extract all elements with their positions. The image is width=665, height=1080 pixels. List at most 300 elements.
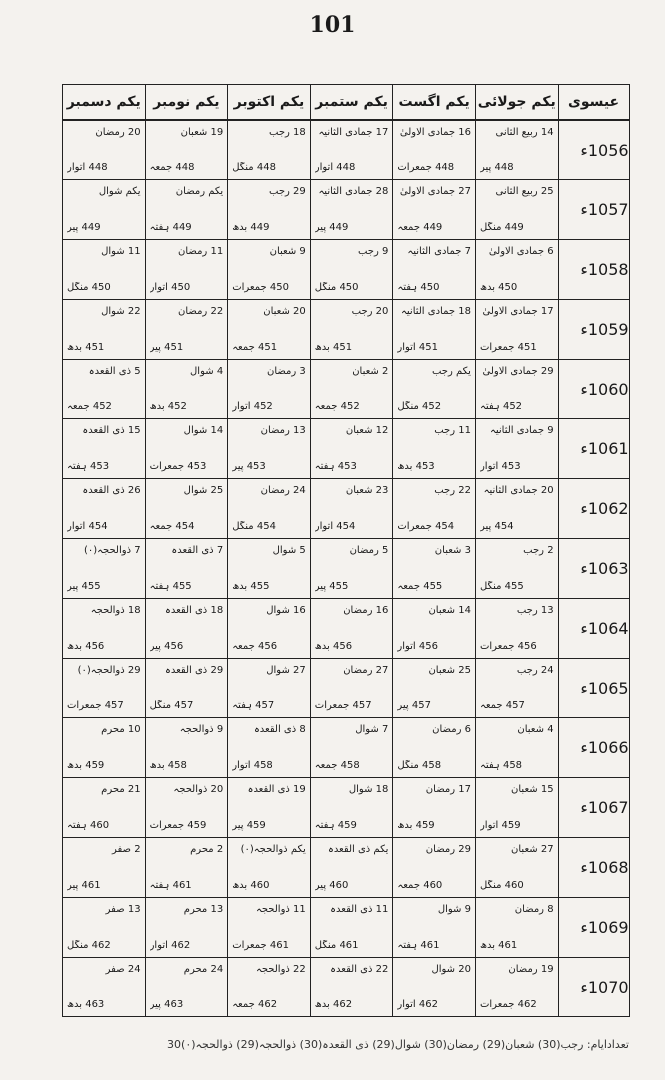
date-cell	[63, 299, 146, 359]
table-row	[63, 120, 630, 180]
hijri-date: یکم رمضان	[175, 186, 224, 198]
hijri-date: 27 رمضان	[343, 664, 389, 676]
date-cell	[228, 718, 311, 778]
hijri-date: 26 ذی القعدہ	[82, 485, 141, 497]
date-cell	[228, 838, 311, 898]
hijri-date: 11 شوال	[101, 246, 141, 258]
date-cell	[475, 299, 558, 359]
date-cell	[63, 658, 146, 718]
hijri-date: 22 شوال	[101, 305, 141, 317]
year-cell: 1058ء	[558, 240, 629, 300]
year-cell: 1064ء	[558, 598, 629, 658]
hijri-year-weekday: 451 پیر	[149, 341, 184, 353]
date-cell	[228, 180, 311, 240]
hijri-date: 3 شعبان	[434, 545, 471, 557]
hijri-date: 11 رجب	[434, 425, 471, 437]
year-cell: 1062ء	[558, 479, 629, 539]
date-cell	[145, 658, 228, 718]
hijri-year-weekday: 461 پیر	[67, 879, 101, 891]
header-row	[63, 85, 630, 121]
hijri-date: 17 جمادی الاولیٰ	[482, 305, 554, 317]
hijri-year-weekday: 448 اتوار	[67, 162, 108, 174]
hijri-year-weekday: 463 پیر	[149, 999, 184, 1011]
table-row	[63, 957, 630, 1017]
hijri-year-weekday: 448 جمعہ	[149, 162, 195, 174]
hijri-year-weekday: 460 بدھ	[232, 879, 270, 891]
hijri-year-weekday: 459 ہفتہ	[314, 820, 357, 832]
hijri-year-weekday: 450 بدھ	[479, 281, 518, 293]
hijri-date: 14 شعبان	[428, 604, 471, 616]
date-cell	[310, 897, 393, 957]
hijri-year-weekday: 458 منگل	[397, 760, 442, 772]
hijri-year-weekday: 452 جمعہ	[67, 401, 112, 413]
date-cell	[228, 598, 311, 658]
hijri-year-weekday: 453 ہفتہ	[314, 461, 357, 473]
table-row	[63, 180, 630, 240]
year-cell: 1066ء	[558, 718, 629, 778]
date-cell	[63, 838, 146, 898]
hijri-year-weekday: 454 اتوار	[314, 521, 356, 533]
hijri-date: 25 شوال	[183, 485, 224, 497]
hijri-date: 7 شوال	[355, 724, 389, 736]
hijri-date: 29 ذوالحجہ(٠)	[77, 664, 141, 676]
year-cell: 1063ء	[558, 539, 629, 599]
hijri-date: 27 جمادی الاولیٰ	[399, 186, 471, 198]
hijri-year-weekday: 452 اتوار	[232, 401, 273, 413]
hijri-date: 5 شوال	[272, 545, 306, 557]
hijri-year-weekday: 450 ہفتہ	[397, 281, 440, 293]
date-cell	[475, 718, 558, 778]
hijri-year-weekday: 453 اتوار	[479, 461, 521, 473]
hijri-date: 11 ذی القعدہ	[330, 903, 389, 915]
hijri-date: 4 شعبان	[517, 724, 554, 736]
hijri-date: 24 رمضان	[260, 485, 306, 497]
date-cell	[228, 419, 311, 479]
date-cell	[393, 957, 476, 1017]
date-cell	[63, 718, 146, 778]
date-cell	[393, 299, 476, 359]
hijri-date: 17 جمادی الثانیہ	[318, 127, 389, 138]
hijri-year-weekday: 462 جمعہ	[232, 999, 278, 1011]
hijri-year-weekday: 461 جمعرات	[232, 939, 289, 951]
hijri-date: 20 شوال	[431, 963, 471, 975]
hijri-year-weekday: 452 منگل	[397, 401, 442, 413]
hijri-year-weekday: 455 منگل	[479, 580, 524, 592]
date-cell	[475, 419, 558, 479]
hijri-year-weekday: 455 ہفتہ	[149, 580, 192, 592]
date-cell	[393, 120, 476, 180]
hijri-year-weekday: 451 اتوار	[397, 341, 438, 353]
date-cell	[63, 359, 146, 419]
hijri-date: 18 ذوالحجہ	[90, 604, 141, 616]
date-cell	[63, 957, 146, 1017]
hijri-date: یکم ذوالحجہ(٠)	[240, 844, 306, 856]
hijri-date: 13 محرم	[183, 903, 224, 915]
hijri-year-weekday: 452 بدھ	[149, 401, 187, 413]
table-row	[63, 479, 630, 539]
header-december: یکم دسمبر	[63, 85, 146, 121]
date-cell	[63, 180, 146, 240]
date-cell	[310, 299, 393, 359]
hijri-year-weekday: 462 اتوار	[397, 999, 438, 1011]
hijri-year-weekday: 457 جمعرات	[314, 700, 372, 712]
hijri-date: 19 ذی القعدہ	[247, 784, 306, 796]
date-cell	[475, 957, 558, 1017]
table-row	[63, 778, 630, 838]
date-cell	[228, 359, 311, 419]
hijri-date: 6 جمادی الاولیٰ	[488, 246, 554, 258]
hijri-year-weekday: 458 ہفتہ	[479, 760, 523, 772]
hijri-year-weekday: 457 پیر	[397, 700, 431, 712]
date-cell	[310, 419, 393, 479]
date-cell	[393, 838, 476, 898]
year-cell: 1069ء	[558, 897, 629, 957]
hijri-year-weekday: 450 اتوار	[149, 281, 191, 293]
date-cell	[393, 539, 476, 599]
hijri-date: 11 رمضان	[178, 246, 224, 258]
hijri-date: 29 رجب	[269, 186, 306, 198]
hijri-year-weekday: 452 ہفتہ	[479, 401, 523, 413]
hijri-year-weekday: 449 ہفتہ	[149, 222, 192, 234]
hijri-date: 11 ذوالحجہ	[255, 903, 306, 915]
date-cell	[145, 359, 228, 419]
hijri-year-weekday: 462 منگل	[67, 939, 111, 951]
hijri-date: 22 ذوالحجہ	[255, 963, 306, 975]
page-number: 101	[309, 12, 356, 38]
date-cell	[310, 120, 393, 180]
header-september: یکم ستمبر	[310, 85, 393, 121]
hijri-year-weekday: 457 جمعہ	[479, 700, 525, 712]
hijri-year-weekday: 463 بدھ	[67, 999, 105, 1011]
table-row	[63, 718, 630, 778]
date-cell	[228, 897, 311, 957]
date-cell	[475, 180, 558, 240]
hijri-year-weekday: 462 اتوار	[149, 939, 191, 951]
date-cell	[475, 897, 558, 957]
hijri-date: 8 رمضان	[514, 903, 554, 915]
date-cell	[145, 299, 228, 359]
hijri-date: 22 رجب	[434, 485, 471, 497]
date-cell	[228, 539, 311, 599]
hijri-year-weekday: 449 پیر	[67, 222, 101, 234]
year-cell: 1059ء	[558, 299, 629, 359]
hijri-date: 29 جمادی الاولیٰ	[482, 365, 554, 377]
table-row	[63, 838, 630, 898]
hijri-date: 13 صفر	[105, 903, 141, 915]
hijri-year-weekday: 454 اتوار	[67, 521, 108, 533]
date-cell	[228, 658, 311, 718]
date-cell	[145, 778, 228, 838]
hijri-date: 24 محرم	[183, 963, 224, 975]
hijri-date: 2 صفر	[111, 844, 141, 856]
hijri-year-weekday: 450 منگل	[314, 281, 359, 293]
date-cell	[475, 838, 558, 898]
hijri-date: 2 شعبان	[352, 365, 389, 377]
hijri-year-weekday: 456 جمعرات	[479, 640, 537, 652]
hijri-year-weekday: 461 منگل	[314, 939, 359, 951]
date-cell	[63, 120, 146, 180]
date-cell	[145, 240, 228, 300]
hijri-date: 13 رجب	[516, 604, 554, 616]
date-cell	[393, 658, 476, 718]
date-cell	[145, 897, 228, 957]
hijri-date: 16 جمادی الاولیٰ	[399, 127, 471, 138]
hijri-year-weekday: 454 پیر	[479, 521, 514, 533]
hijri-date: 9 شوال	[437, 903, 471, 915]
year-cell: 1065ء	[558, 658, 629, 718]
table-row	[63, 658, 630, 718]
hijri-date: 14 شوال	[183, 425, 224, 437]
date-cell	[145, 419, 228, 479]
header-october: یکم اکتوبر	[228, 85, 311, 121]
date-cell	[393, 718, 476, 778]
table-row	[63, 598, 630, 658]
hijri-date: 9 شعبان	[269, 246, 306, 258]
date-cell	[475, 539, 558, 599]
hijri-date: 3 رمضان	[266, 365, 306, 377]
header-july: یکم جولائی	[475, 85, 558, 121]
hijri-date: 15 ذی القعدہ	[82, 425, 141, 437]
hijri-date: 7 جمادی الثانیہ	[407, 246, 471, 258]
hijri-date: 9 رجب	[357, 246, 389, 258]
hijri-year-weekday: 450 جمعرات	[232, 281, 289, 293]
hijri-date: 20 شعبان	[263, 305, 306, 317]
hijri-date: 12 شعبان	[345, 425, 389, 437]
hijri-date: 20 رجب	[351, 305, 389, 317]
date-cell	[393, 419, 476, 479]
hijri-date: یکم شوال	[98, 186, 141, 198]
date-cell	[393, 240, 476, 300]
hijri-date: 22 ذی القعدہ	[330, 963, 389, 975]
hijri-date: 2 رجب	[523, 545, 554, 557]
hijri-year-weekday: 455 پیر	[67, 580, 101, 592]
hijri-year-weekday: 459 بدھ	[397, 820, 435, 832]
date-cell	[310, 718, 393, 778]
hijri-date: 23 شعبان	[345, 485, 389, 497]
hijri-date: 9 جمادی الثانیہ	[489, 425, 554, 437]
hijri-date: 4 شوال	[190, 365, 224, 377]
hijri-year-weekday: 449 پیر	[314, 222, 349, 234]
hijri-date: 20 جمادی الثانیہ	[483, 485, 554, 497]
hijri-date: 10 محرم	[101, 724, 141, 736]
date-cell	[228, 240, 311, 300]
hijri-date: 21 محرم	[101, 784, 141, 796]
hijri-date: 18 ذی القعدہ	[164, 604, 224, 616]
hijri-date: 19 شعبان	[180, 127, 224, 138]
date-cell	[145, 120, 228, 180]
hijri-date: یکم ذی القعدہ	[327, 844, 389, 856]
date-cell	[145, 718, 228, 778]
hijri-year-weekday: 461 ہفتہ	[149, 879, 192, 891]
hijri-date: 24 رجب	[516, 664, 554, 676]
hijri-year-weekday: 460 ہفتہ	[67, 820, 110, 832]
date-cell	[63, 897, 146, 957]
hijri-year-weekday: 454 جمعہ	[149, 521, 195, 533]
hijri-date: 22 رمضان	[178, 305, 224, 317]
hijri-year-weekday: 448 جمعرات	[397, 162, 455, 174]
hijri-year-weekday: 456 جمعہ	[232, 640, 278, 652]
hijri-date: 29 ذی القعدہ	[164, 664, 224, 676]
header-november: یکم نومبر	[145, 85, 228, 121]
date-cell	[475, 778, 558, 838]
hijri-date: 18 رجب	[269, 127, 306, 138]
hijri-date: 18 شوال	[348, 784, 389, 796]
date-cell	[145, 180, 228, 240]
date-cell	[310, 479, 393, 539]
date-cell	[145, 479, 228, 539]
hijri-date: 5 ذی القعدہ	[88, 365, 141, 377]
header-year: عیسوی	[558, 85, 629, 121]
date-cell	[63, 539, 146, 599]
hijri-year-weekday: 453 پیر	[232, 461, 266, 473]
hijri-year-weekday: 448 اتوار	[314, 162, 356, 174]
date-cell	[475, 479, 558, 539]
date-cell	[228, 778, 311, 838]
hijri-year-weekday: 454 منگل	[232, 521, 276, 533]
date-cell	[228, 957, 311, 1017]
table-row	[63, 359, 630, 419]
hijri-year-weekday: 457 منگل	[149, 700, 194, 712]
hijri-year-weekday: 449 منگل	[479, 222, 524, 234]
hijri-year-weekday: 455 پیر	[314, 580, 349, 592]
hijri-date: 9 ذوالحجہ	[179, 724, 224, 736]
hijri-year-weekday: 448 منگل	[232, 162, 276, 174]
hijri-date: 2 محرم	[190, 844, 224, 856]
hijri-year-weekday: 452 جمعہ	[314, 401, 360, 413]
hijri-year-weekday: 459 جمعرات	[149, 820, 207, 832]
date-cell	[63, 240, 146, 300]
date-cell	[310, 598, 393, 658]
table-row	[63, 299, 630, 359]
hijri-year-weekday: 448 پیر	[479, 162, 514, 174]
hijri-date: 5 رمضان	[349, 545, 389, 557]
hijri-date: 18 جمادی الثانیہ	[401, 305, 471, 317]
hijri-year-weekday: 460 پیر	[314, 879, 349, 891]
hijri-year-weekday: 459 بدھ	[67, 760, 105, 772]
date-cell	[393, 778, 476, 838]
hijri-date: 8 ذی القعدہ	[253, 724, 306, 736]
hijri-date: 13 رمضان	[260, 425, 306, 437]
hijri-date: 28 جمادی الثانیہ	[318, 186, 389, 198]
hijri-date: 16 رمضان	[343, 604, 389, 616]
date-cell	[393, 598, 476, 658]
hijri-year-weekday: 450 منگل	[67, 281, 111, 293]
hijri-date: 17 رمضان	[425, 784, 471, 796]
year-cell: 1056ء	[558, 120, 629, 180]
date-cell	[228, 299, 311, 359]
hijri-year-weekday: 456 اتوار	[397, 640, 438, 652]
date-cell	[393, 180, 476, 240]
hijri-year-weekday: 449 بدھ	[232, 222, 270, 234]
hijri-year-weekday: 457 جمعرات	[67, 700, 124, 712]
hijri-year-weekday: 453 ہفتہ	[67, 461, 110, 473]
date-cell	[310, 180, 393, 240]
date-cell	[63, 419, 146, 479]
header-august: یکم اگست	[393, 85, 476, 121]
hijri-year-weekday: 462 جمعرات	[479, 999, 537, 1011]
hijri-year-weekday: 453 بدھ	[397, 461, 435, 473]
date-cell	[310, 359, 393, 419]
date-cell	[393, 897, 476, 957]
day-count-footer: تعدادایام: رجب(30) شعبان(29) رمضان(30) شوال(29) ذی القعدہ(30) ذوالحجہ(29) ذوالحجہ(٠)30	[167, 1038, 629, 1051]
hijri-year-weekday: 453 جمعرات	[149, 461, 207, 473]
date-cell	[228, 120, 311, 180]
date-cell	[228, 479, 311, 539]
hijri-year-weekday: 458 بدھ	[149, 760, 187, 772]
hijri-date: 6 رمضان	[432, 724, 471, 736]
date-cell	[310, 539, 393, 599]
table-row	[63, 419, 630, 479]
date-cell	[310, 838, 393, 898]
year-cell: 1068ء	[558, 838, 629, 898]
date-cell	[310, 240, 393, 300]
year-cell: 1061ء	[558, 419, 629, 479]
hijri-year-weekday: 456 بدھ	[314, 640, 353, 652]
year-cell: 1057ء	[558, 180, 629, 240]
date-cell	[393, 359, 476, 419]
date-cell	[475, 120, 558, 180]
hijri-year-weekday: 456 پیر	[149, 640, 184, 652]
hijri-date: 27 شوال	[266, 664, 306, 676]
table-row	[63, 897, 630, 957]
year-cell: 1067ء	[558, 778, 629, 838]
table-row	[63, 240, 630, 300]
date-cell	[145, 598, 228, 658]
year-cell: 1070ء	[558, 957, 629, 1017]
hijri-year-weekday: 449 جمعہ	[397, 222, 443, 234]
hijri-date: 20 ذوالحجہ	[173, 784, 224, 796]
hijri-date: 27 شعبان	[511, 844, 554, 856]
hijri-year-weekday: 456 بدھ	[67, 640, 105, 652]
date-cell	[145, 957, 228, 1017]
hijri-year-weekday: 451 بدھ	[67, 341, 105, 353]
table-row	[63, 539, 630, 599]
hijri-year-weekday: 455 بدھ	[232, 580, 270, 592]
date-cell	[63, 479, 146, 539]
date-cell	[475, 359, 558, 419]
hijri-date: 14 ربیع الثانی	[495, 127, 554, 138]
hijri-date: 7 ذوالحجہ(٠)	[83, 545, 141, 557]
date-cell	[145, 539, 228, 599]
date-cell	[310, 658, 393, 718]
hijri-date: 20 رمضان	[95, 127, 141, 138]
hijri-year-weekday: 461 بدھ	[479, 939, 518, 951]
hijri-date: 24 صفر	[105, 963, 141, 975]
hijri-year-weekday: 460 جمعہ	[397, 879, 443, 891]
date-cell	[475, 598, 558, 658]
date-cell	[145, 838, 228, 898]
date-cell	[310, 957, 393, 1017]
hijri-year-weekday: 462 بدھ	[314, 999, 353, 1011]
hijri-date: 29 رمضان	[425, 844, 471, 856]
calendar-table	[62, 84, 630, 1017]
date-cell	[393, 479, 476, 539]
year-cell: 1060ء	[558, 359, 629, 419]
hijri-date: 25 شعبان	[428, 664, 471, 676]
hijri-year-weekday: 461 ہفتہ	[397, 939, 440, 951]
hijri-date: 7 ذی القعدہ	[171, 545, 224, 557]
hijri-date: 25 ربیع الثانی	[495, 186, 554, 198]
hijri-date: 19 رمضان	[508, 963, 554, 975]
hijri-date: یکم رجب	[431, 365, 471, 377]
hijri-year-weekday: 451 جمعرات	[479, 341, 537, 353]
hijri-year-weekday: 460 منگل	[479, 879, 524, 891]
hijri-year-weekday: 458 اتوار	[232, 760, 273, 772]
hijri-year-weekday: 454 جمعرات	[397, 521, 455, 533]
hijri-year-weekday: 459 اتوار	[479, 820, 521, 832]
hijri-year-weekday: 451 بدھ	[314, 341, 353, 353]
hijri-year-weekday: 459 پیر	[232, 820, 266, 832]
